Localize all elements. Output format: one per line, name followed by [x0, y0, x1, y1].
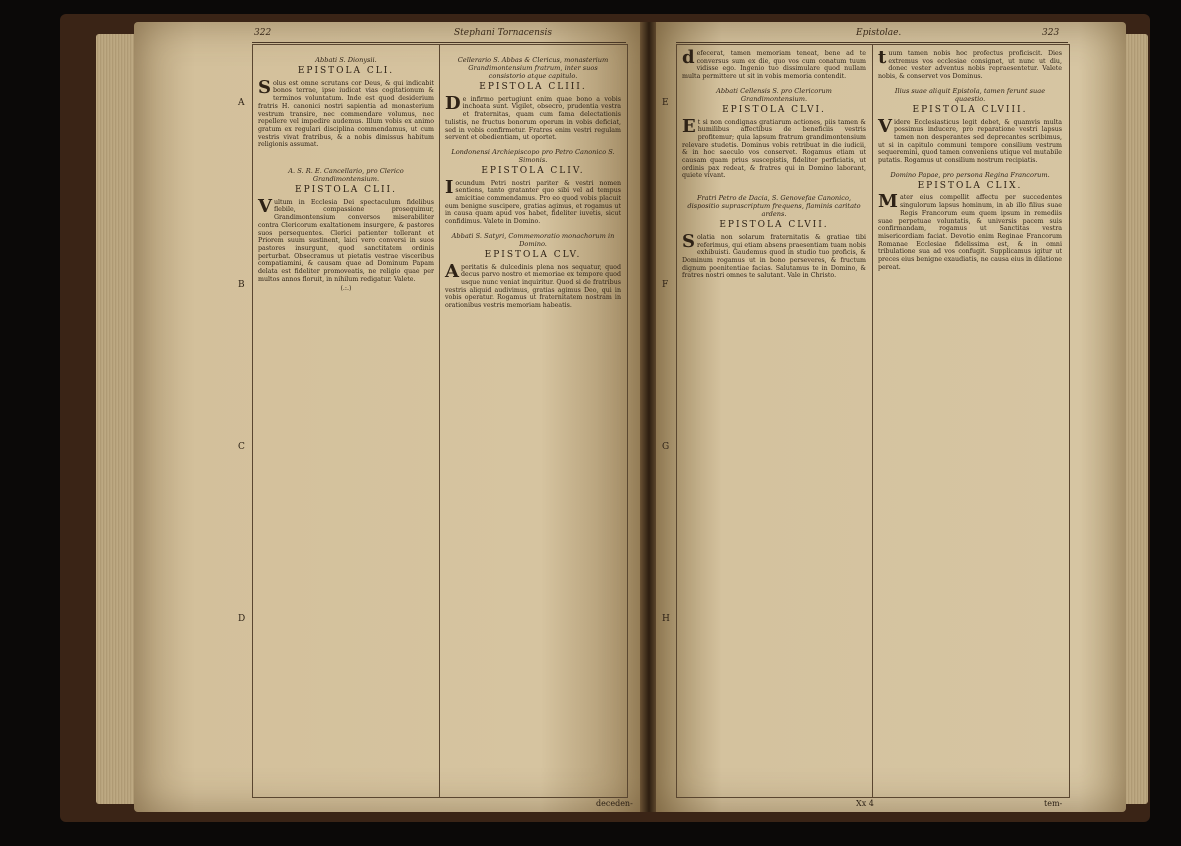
margin-letter: E: [662, 98, 669, 108]
page-edges-left: [96, 34, 136, 804]
letter-heading: Ilius suae aliquit Epistola, tamen ferunt suae quaestio.: [894, 86, 1046, 103]
closing-mark: (.:.): [340, 285, 352, 293]
epistola-title: EPISTOLA CLVIII.: [912, 104, 1028, 115]
left-column-1: [258, 50, 434, 295]
letter-heading: Fratri Petro de Dacia, S. Genovefae Canonico, dispositio suprascriptum frequens, flaminis caritato ardens.: [687, 194, 861, 219]
left-column-2: [445, 50, 621, 310]
epistola-title: EPISTOLA CLI.: [297, 66, 395, 76]
letter-text: Aperitatis & dulcedinis plena nos sequatur, quod decus parvo nostro et memoriae ex tempore quod usque nunc veniat inquiritur. Quod si de fratribus vestris aliquid audivimus, gratias agimus Deo, qui in vobis operatur. Rogamus ut fraternitatem nostram in orationibus vestris memoriam habeatis.: [445, 260, 621, 310]
right-page: [656, 22, 1126, 812]
right-column-1: [682, 47, 866, 280]
epistola-title: EPISTOLA CLII.: [295, 185, 397, 196]
letter-text-continued: defecerat, tamen memoriam teneat, bene ad te conversus sum ex die, quo vos cum conatum tuum vidisse ego. Ingenio tuo dissimulare quod nullam multa permittere ut sit in vobis memoria contendit.: [682, 47, 866, 81]
left-top-rule: [252, 42, 626, 43]
letter-heading: A. S. R. E. Cancellario, pro Clerico Grandimontensium.: [288, 167, 404, 184]
margin-letter: A: [238, 98, 245, 108]
signature-mark: Xx 4: [856, 799, 874, 808]
left-page-number: 322: [254, 28, 272, 38]
right-page-number: 323: [1042, 28, 1060, 38]
margin-letter: H: [662, 614, 670, 624]
letter-text: Solatia non solarum fraternitatis & gratiae tibi referimus, qui etiam absens praesentiam tuam nobis exhibuisti. Gaudemus quod in studio tuo proficis, & Dominum rogamus ut in bono perseveres, & fructum dignum poenitentiae facias. Salutamus te in Domino, & fratres nostri omnes te salutant. Vale in Christo.: [682, 230, 866, 280]
catchword: tem-: [1044, 799, 1063, 808]
catchword: deceden-: [596, 799, 633, 808]
epistola-title: EPISTOLA CLIV.: [481, 165, 585, 176]
epistola-title: EPISTOLA CLV.: [484, 249, 582, 260]
epistola-title: EPISTOLA CLVII.: [719, 220, 829, 231]
page-edges-right: [1124, 34, 1148, 804]
margin-letter: C: [238, 442, 245, 452]
margin-letter: G: [662, 442, 670, 452]
left-running-head: Stephani Tornacensis: [454, 28, 553, 38]
letter-text: Mater eius compellit affectu per succedentes singulorum lapsus hominum, in ab illo filius suae Regis Francorum eum quem ipsum in remediis suae perpetuae voluntatis, & universis pacem suis confirmandam, rogamus ut Sanctitas vestra misericordiam faciat. Devotio enim Reginae Francorum Romanae Ecclesiae fidelissima est, & in omni tribulatione sua ad vos confugit. Supplicamus igitur ut preces eius benigne exaudiatis, ne causa eius in dilatione pereat.: [878, 191, 1062, 271]
letter-heading: Cellerario S. Abbas & Clericus, monasterium Grandimontensium fratrum, inter suos consistorio atque capitulo.: [457, 56, 609, 80]
letter-text: Vultum in Ecclesia Dei spectaculum fidelibus flebile, compassione prosequimur, Grandimontensium conversos miserabiliter contra Clericorum exaltationem insurgere, & pastores suos persequentes. Clerici patienter tollerant et Priorem suum sustinent, laici vero conversi in suos pastores insurgunt, quod sanctitatem ordinis perturbat. Obsecramus ut pietatis vestrae visceribus compatiamini, & causam quae ad Dominum Papam delata est fideliter promoveatis, ne religio quae per multos annos floruit, in nihilum redigatur. Valete.: [258, 195, 434, 283]
right-top-rule: [676, 42, 1068, 43]
margin-letter: D: [238, 614, 246, 624]
right-column-rule: [872, 44, 873, 798]
right-running-head: Epistolae.: [856, 28, 902, 38]
epistola-title: EPISTOLA CLVI.: [722, 104, 826, 115]
letter-text: De infirmo pertugiunt enim quae bono a vobis inchoata sunt. Vigilet, obsecro, prudentia vestra et fraternitas, quam cum fama delectationis tulistis, ne fructus bonorum operum in vobis deficiat, sed in vobis confirmetur. Fratres enim vestri regulam servent et obedientiam, ut oportet.: [445, 92, 621, 142]
epistola-title: EPISTOLA CLIX.: [917, 180, 1023, 191]
letter-heading: Londonensi Archiepiscopo pro Petro Canonico S. Simonis.: [451, 147, 615, 164]
margin-letter: F: [662, 280, 669, 290]
letter-heading: Abbati S. Satyri, Commemoratio monachorum in Domino.: [451, 231, 615, 248]
right-column-2: [878, 47, 1062, 271]
margin-letter: B: [238, 280, 245, 290]
letter-text: Et si non condignas gratiarum actiones, piis tamen & humilibus affectibus de beneficiis vestris profitemur; quia lapsum fratrum grandimontensium relevare studetis. Dominus vobis retribuat in die iudicii, & in hoc saeculo vos conservet. Rogamus etiam ut causam quam prius suscepistis, fideliter perficiatis, ut ordinis pax redeat, & fratres qui in Domino laborant, quiete vivant.: [682, 115, 866, 180]
epistola-title: EPISTOLA CLIII.: [479, 82, 587, 92]
letter-text-continued: tuum tamen nobis hoc profectus proficiscit. Dies extremus vos ecclesiae consignet, ut nunc ut diu, donec vester adventus nobis repraesentetur. Valete nobis, & conservet vos Dominus.: [878, 47, 1062, 81]
letter-heading: Abbati Cellensis S. pro Clericorum Grandimontensium.: [716, 86, 832, 103]
letter-text: Iocundum Petri nostri pariter & vestri nomen sentiens, tanto gratanter quo sibi vel ad tempus amicitiae commendamus. Pro eo quod vobis placuit eum benigne suscipere, gratias agimus, et rogamus ut in causa quam apud vos habet, fideliter iuvetis, sicut confidimus. Valete in Domino.: [445, 176, 621, 226]
letter-heading: Abbati S. Dionysii.: [315, 56, 377, 64]
letter-text: Videre Ecclesiasticus legit debet, & quamvis multa possimus inducere, pro reparatione vestri lapsus tamen non desperantes sed deprecantes scribimus, ut si in capitulo communi tempore consilium vestrum sequeremini, quod tamen conveniens utique vel mutabile putatis. Rogamus ut consilium nostrum recipiatis.: [878, 115, 1062, 165]
letter-heading: Domino Papae, pro persona Regina Francorum.: [890, 170, 1050, 179]
left-column-rule: [439, 44, 440, 798]
letter-text: Solus est omne scrutans cor Deus, & qui indicabit bonos terrae, ipse iudicat vias cogitationum & terminos voluntatum. Inde est quod desiderium fratris H. canonici nostri sapientia ad monasterium vestrum transire, nec commendare volumus, nec repellere vel impedire audemus. Illum vobis ex animo gratum ex regulari disciplina commendamus, ut cum vestris vivat fratribus, & a nobis dimissus habitum religionis assumat.: [258, 76, 434, 149]
left-page: [134, 22, 642, 812]
book-spread: [60, 14, 1150, 822]
